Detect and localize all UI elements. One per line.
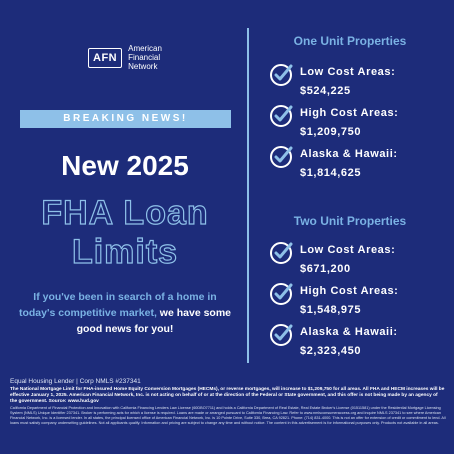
row-label: Alaska & Hawaii: xyxy=(300,148,398,160)
check-circle-icon xyxy=(269,241,293,265)
intro-part-2: we have some good news for you! xyxy=(76,307,231,335)
check-circle-icon xyxy=(269,323,293,347)
logo-line-2: Financial xyxy=(128,53,161,62)
row-label: Low Cost Areas: xyxy=(300,244,396,256)
logo xyxy=(88,44,162,71)
row-value: $671,200 xyxy=(300,263,351,275)
breaking-news-banner: BREAKING NEWS! xyxy=(20,110,231,128)
check-circle-icon xyxy=(269,63,293,87)
logo-mark: AFN xyxy=(88,48,122,68)
two-unit-row-high xyxy=(269,282,398,320)
equal-housing-notice: Equal Housing Lender | Corp NMLS #237341 xyxy=(10,378,141,385)
row-label: High Cost Areas: xyxy=(300,107,399,119)
logo-line-1: American xyxy=(128,44,162,53)
headline-line-3: Limits xyxy=(71,233,179,271)
row-label: High Cost Areas: xyxy=(300,285,399,297)
one-unit-row-high xyxy=(269,104,398,142)
row-label: Alaska & Hawaii: xyxy=(300,326,398,338)
one-unit-title: One Unit Properties xyxy=(293,34,407,48)
row-value: $524,225 xyxy=(300,85,351,97)
row-value: $2,323,450 xyxy=(300,345,362,357)
check-circle-icon xyxy=(269,145,293,169)
intro-part-1: If you've been in search of a home in today's competitive market, xyxy=(18,291,217,319)
headline-line-2: FHA Loan xyxy=(41,194,209,232)
two-unit-title: Two Unit Properties xyxy=(293,214,407,228)
disclaimer-footer xyxy=(10,378,446,426)
row-value: $1,209,750 xyxy=(300,126,362,138)
check-circle-icon xyxy=(269,104,293,128)
vertical-divider xyxy=(247,28,249,363)
disclaimer-main: The National Mortgage Limit for FHA-insured Home Equity Conversion Mortgages (HECMs), or reverse mortgages, will increase to $1,209,750 for all areas. All FHA and HECM increases will be effective January 1, 2025. American Financial Network, Inc. is not acting on behalf of or at the direction of the Federal or State government, and this offer is not being made by an agency of the government. Source: www.hud.gov xyxy=(10,387,445,404)
headline-line-1: New 2025 xyxy=(61,150,189,181)
row-value: $1,814,625 xyxy=(300,167,362,179)
two-unit-row-low xyxy=(269,241,395,279)
logo-line-3: Network xyxy=(128,62,158,71)
logo-wordmark xyxy=(128,44,162,71)
two-unit-row-alaska-hawaii xyxy=(269,323,398,361)
disclaimer-licensing: California Department of Financial Protection and Innovation with California Financing Lenders Law License (60DBO7711) and holds a California Department of Real Estate, Real Estate Broker's License (01511581) under the Residential Mortgage Licensing System (NMLS) Unique Identifier 237341. Broker is performing acts for which a license is required. Loans are made or arranged pursuant to California Financing Law. Refer to www.nmlsconsumeraccess.org and inquire NMLS 237341 to see where American Financial Network, Inc. is a licensed lender. In all states, the principal licensed office of American Financial Network, Inc. is 10 Pointe Drive, Suite 330, Brea, CA 92821. Phone: (714) 831-4000. This is not an offer for extension of credit or commitment to lend. All loans must satisfy company underwriting guidelines. Not all applicants qualify. Information and pricing are subject to change any time and without notice. The content in this advertisement is for informational purposes only. Products not available in all areas. xyxy=(10,406,446,425)
one-unit-row-low xyxy=(269,63,395,101)
one-unit-row-alaska-hawaii xyxy=(269,145,398,183)
intro-text xyxy=(14,289,236,337)
check-circle-icon xyxy=(269,282,293,306)
row-label: Low Cost Areas: xyxy=(300,66,396,78)
row-value: $1,548,975 xyxy=(300,304,362,316)
